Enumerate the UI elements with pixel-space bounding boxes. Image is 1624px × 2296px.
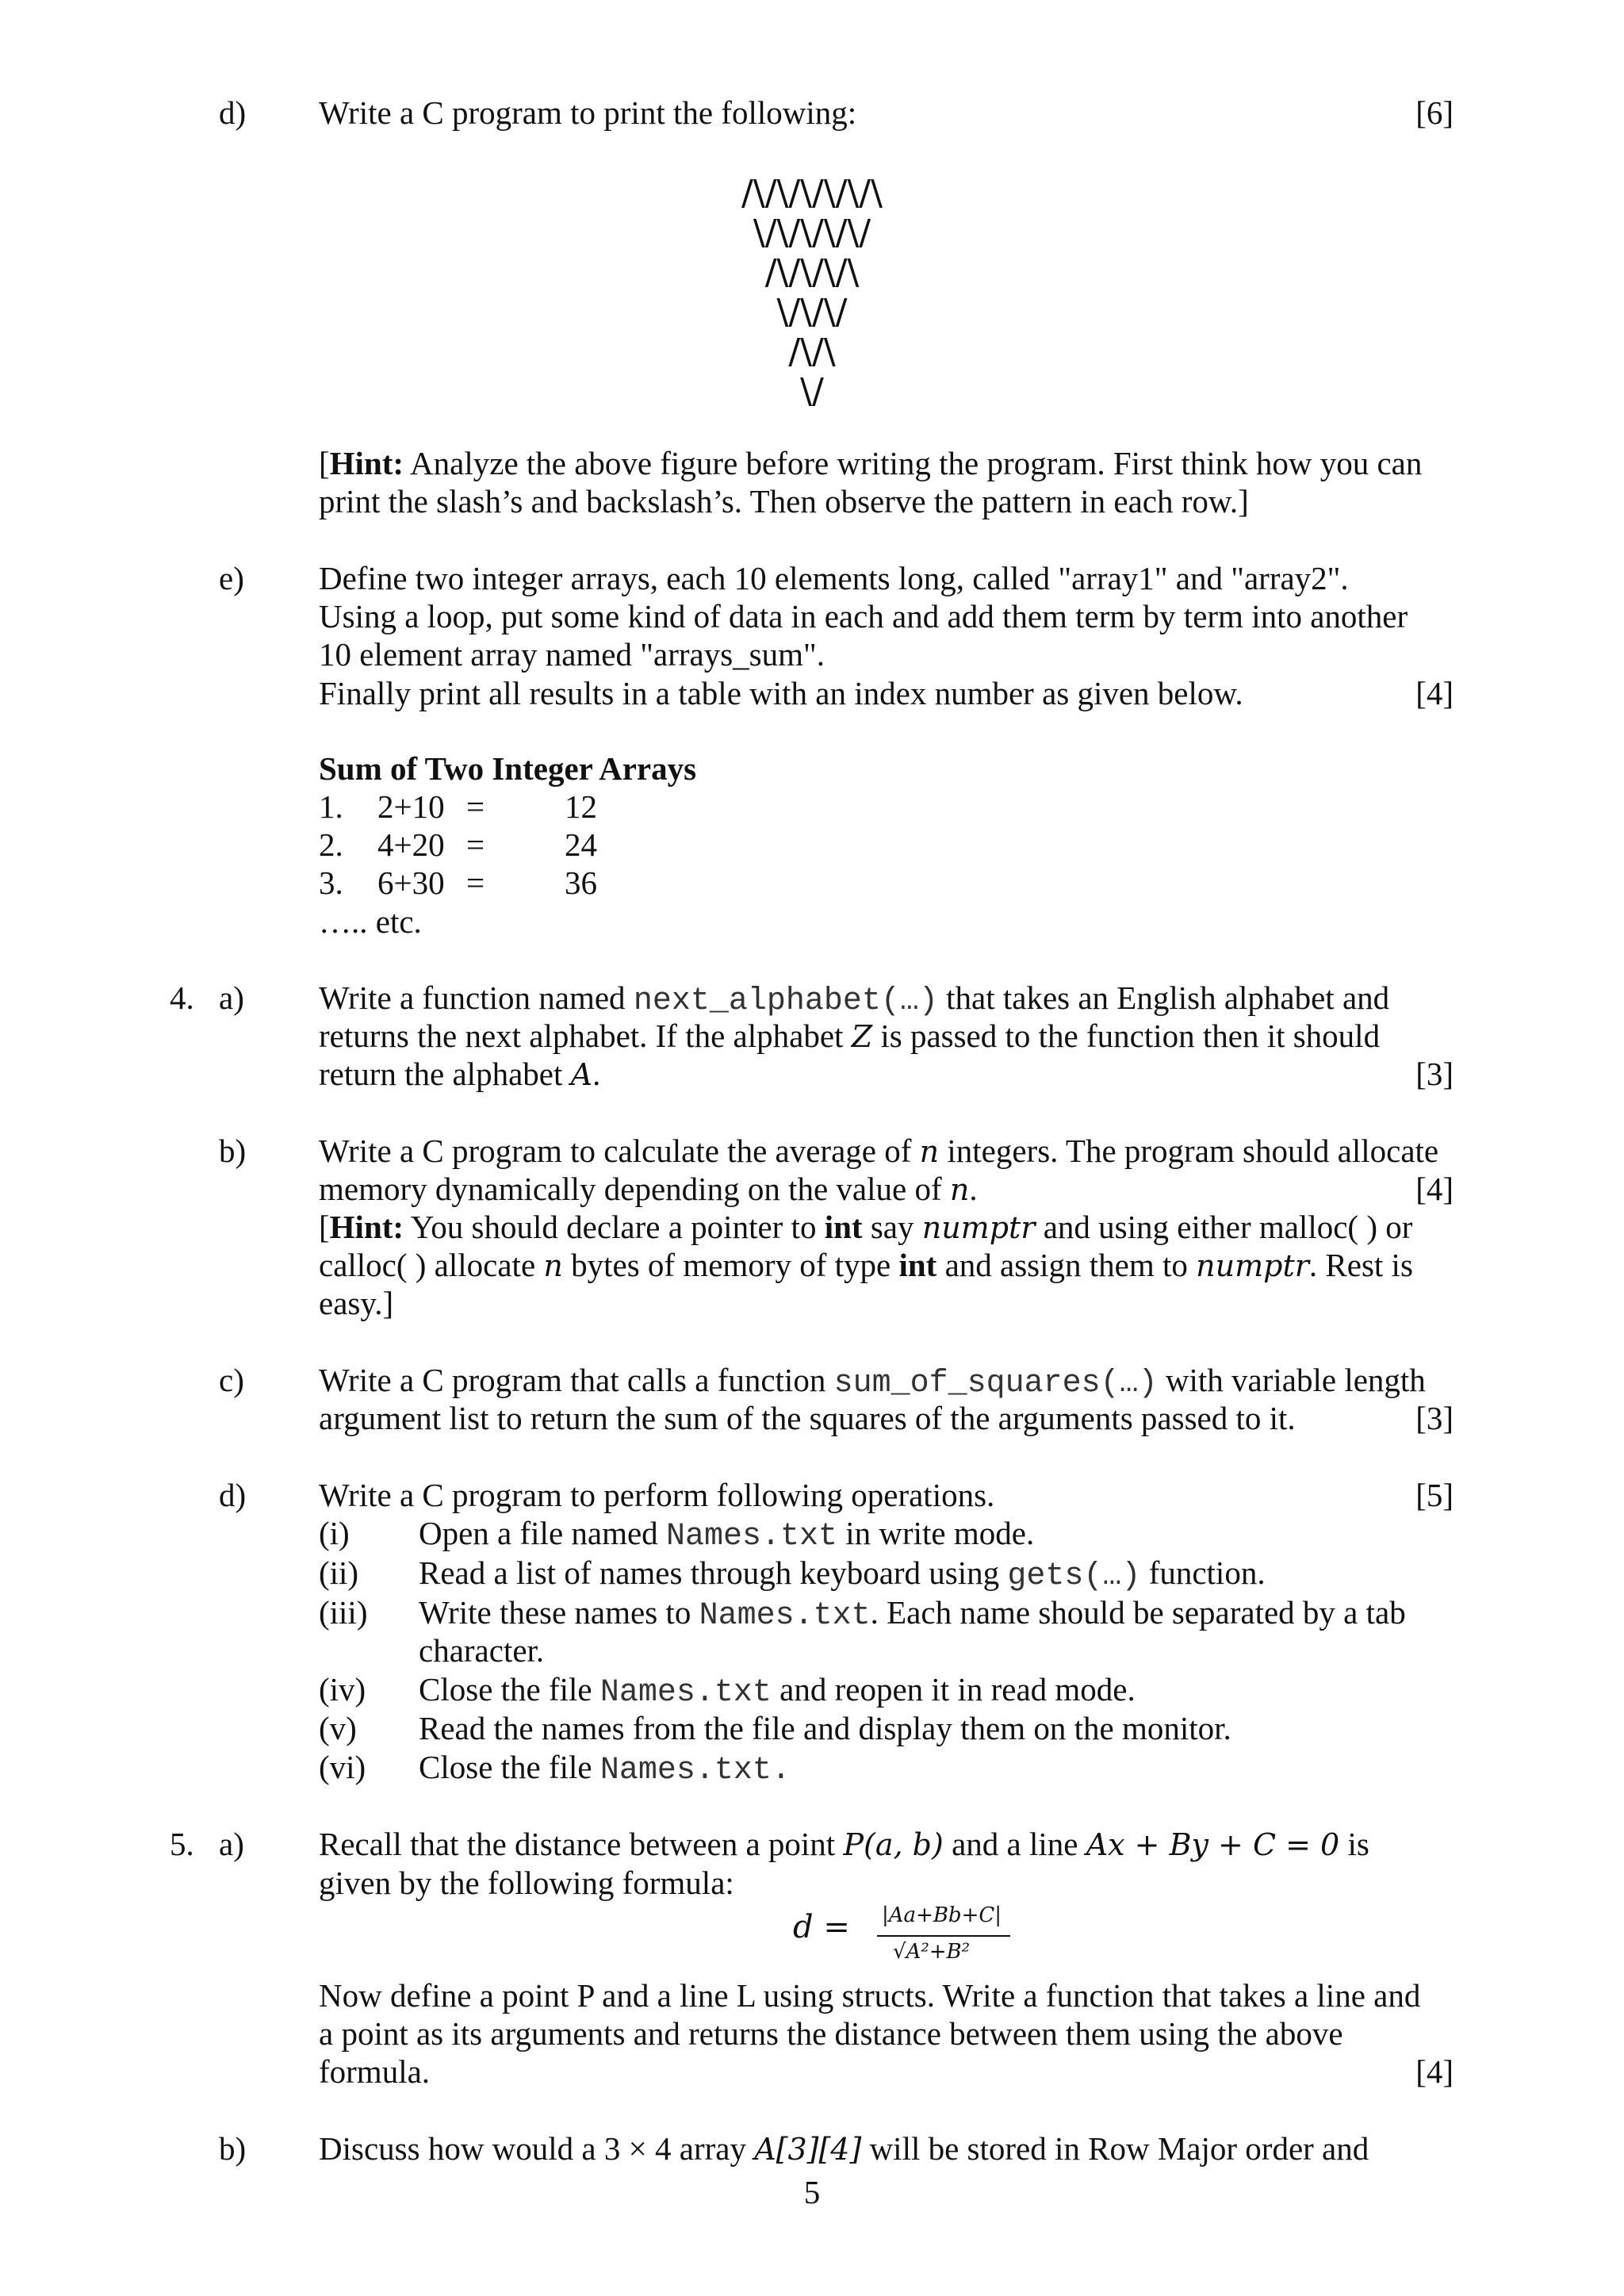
q4d-line1: Write a C program to perform following operations. — [319, 1477, 995, 1513]
q5a-line1: Recall that the distance between a point P(a, b) and a line Ax + By + C = 0 is — [319, 1826, 1369, 1862]
pattern-row-6: \/ — [800, 371, 824, 412]
q4b-line2: memory dynamically depending on the value of n. — [319, 1171, 978, 1207]
page-number: 5 — [803, 2174, 821, 2210]
q3e-label: e) — [219, 560, 244, 596]
q4-number: 4. — [170, 979, 194, 1016]
q5b-label: b) — [219, 2130, 247, 2167]
distance-formula-numerator: |Aa+Bb+C| — [882, 1903, 1002, 1927]
pattern-row-4: \/\/\/ — [776, 292, 848, 332]
q3e-marks: [4] — [1415, 675, 1454, 711]
pattern-row-2: \/\/\/\/\/ — [753, 213, 871, 253]
distance-formula-lhs: d = — [793, 1909, 850, 1945]
q5b-line1: Discuss how would a 3 × 4 array A[3][4] will be stored in Row Major order and — [319, 2130, 1369, 2167]
q5a-line4: a point as its arguments and returns the distance between them using the above — [319, 2015, 1343, 2052]
q3e-line3: 10 element array named "arrays_sum". — [319, 636, 825, 673]
q4c-line2: argument list to return the sum of the squares of the arguments passed to it. — [319, 1400, 1296, 1436]
q3d-text: Write a C program to print the following: — [319, 94, 857, 131]
q4b-line4: calloc( ) allocate n bytes of memory of type int and assign them to numptr. Rest is — [319, 1247, 1413, 1283]
fraction-bar — [877, 1935, 1010, 1937]
q4c-label: c) — [219, 1362, 244, 1398]
q5a-label: a) — [219, 1826, 244, 1862]
pattern-row-1: /\/\/\/\/\/\ — [741, 173, 883, 213]
q3d-hint-line1: [Hint: Analyze the above figure before writing the program. First think how you can — [319, 445, 1423, 481]
q5a-line3: Now define a point P and a line L using structs. Write a function that takes a line and — [319, 1977, 1421, 2014]
q3e-line2: Using a loop, put some kind of data in each and add them term by term into another — [319, 598, 1408, 634]
q3d-label: d) — [219, 94, 247, 131]
q4a-marks: [3] — [1415, 1056, 1454, 1092]
q3e-line1: Define two integer arrays, each 10 elements long, called "array1" and "array2". — [319, 560, 1349, 596]
q4d-label: d) — [219, 1477, 247, 1513]
q4c-marks: [3] — [1415, 1400, 1454, 1436]
q5a-line2: given by the following formula: — [319, 1865, 734, 1901]
q4a-line2: returns the next alphabet. If the alphabet Z is passed to the function then it should — [319, 1018, 1381, 1054]
q4b-line1: Write a C program to calculate the average of n integers. The program should allocate — [319, 1133, 1439, 1169]
q5-number: 5. — [170, 1826, 194, 1862]
q3d-marks: [6] — [1415, 94, 1454, 131]
pattern-row-3: /\/\/\/\ — [764, 252, 860, 293]
exam-page: d) Write a C program to print the following: [6] /\/\/\/\/\/\ \/\/\/\/\/ /\/\/\/\ \/\/\/ /\/\ \/ [Hint: Analyze the above figure before writing the program. First think how you can print the slash’s and backslash’s. Then observe the pattern in each row.] e) Define two integer arrays, each 10 elements long, called "array1" and "array2". Using a loop, put some kind of data in each and add them term by term into another 10 element array named "arrays_sum". Finally print all results in a table with an index number as given below. [4] Sum of Two Integer Arrays 1. 2+10 = 12 2. 4+20 = 24 3. 6+30 = 36 ….. etc. 4. a) Write a function named next_alphabet(…) that takes an English alphabet and returns the next alphabet. If the alphabet Z is passed to the function then it should return the alphabet A. [3] b) Write a C program to calculate the average of n integers. The program should allocate memory dynamically depending on the value of n. [4] [Hint: You should declare a pointer to int say numptr and using either malloc( ) or calloc( ) allocate n bytes of memory of type int and assign them to numptr. Rest is easy.] c) Write a C program that calls a function sum_of_squares(…) with variable length argument list to return the sum of the squares of the arguments passed to it. [3] d) Write a C program to perform following operations. [5] (i) Open a file named Names.txt in write mode. (ii) Read a list of names through keyboard using gets(…) function. (iii) Write these names to Names.txt. Each name should be separated by a tab character. (iv) Close the file Names.txt and reopen it in read mode. (v) Read the names from the file and display them on the monitor. (vi) Close the file Names.txt. 5. a) Recall that the distance between a point P(a, b) and a line Ax + By + C = 0 is given by the following formula: d = |Aa+Bb+C| √A²+B² Now define a point P and a line L using structs. Write a function that takes a line and a point as its arguments and returns the distance between them using the above formula. [4] b) Discuss how would a 3 × 4 array A[3][4] will be stored in Row Major order and 5 — [0, 0, 1624, 2296]
q3e-line4: Finally print all results in a table with an index number as given below. — [319, 675, 1243, 711]
q4d-marks: [5] — [1415, 1477, 1454, 1513]
q3d-hint-line2: print the slash’s and backslash’s. Then observe the pattern in each row.] — [319, 483, 1249, 519]
table-title: Sum of Two Integer Arrays — [319, 750, 697, 787]
q5a-line5: formula. — [319, 2053, 431, 2090]
pattern-row-5: /\/\ — [788, 332, 836, 372]
q5a-marks: [4] — [1415, 2053, 1454, 2090]
q4c-line1: Write a C program that calls a function sum_of_squares(…) with variable length — [319, 1362, 1426, 1401]
q4a-line3: return the alphabet A. — [319, 1056, 601, 1092]
q4a-label: a) — [219, 979, 244, 1016]
q4b-label: b) — [219, 1133, 247, 1169]
q4b-line3: [Hint: You should declare a pointer to int say numptr and using either malloc( ) or — [319, 1209, 1413, 1245]
q4a-line1: Write a function named next_alphabet(…) that takes an English alphabet and — [319, 979, 1390, 1019]
q4b-marks: [4] — [1415, 1171, 1454, 1207]
distance-formula-denominator: √A²+B² — [893, 1940, 971, 1964]
table-etc: ….. etc. — [319, 903, 422, 940]
q4b-line5: easy.] — [319, 1285, 394, 1321]
